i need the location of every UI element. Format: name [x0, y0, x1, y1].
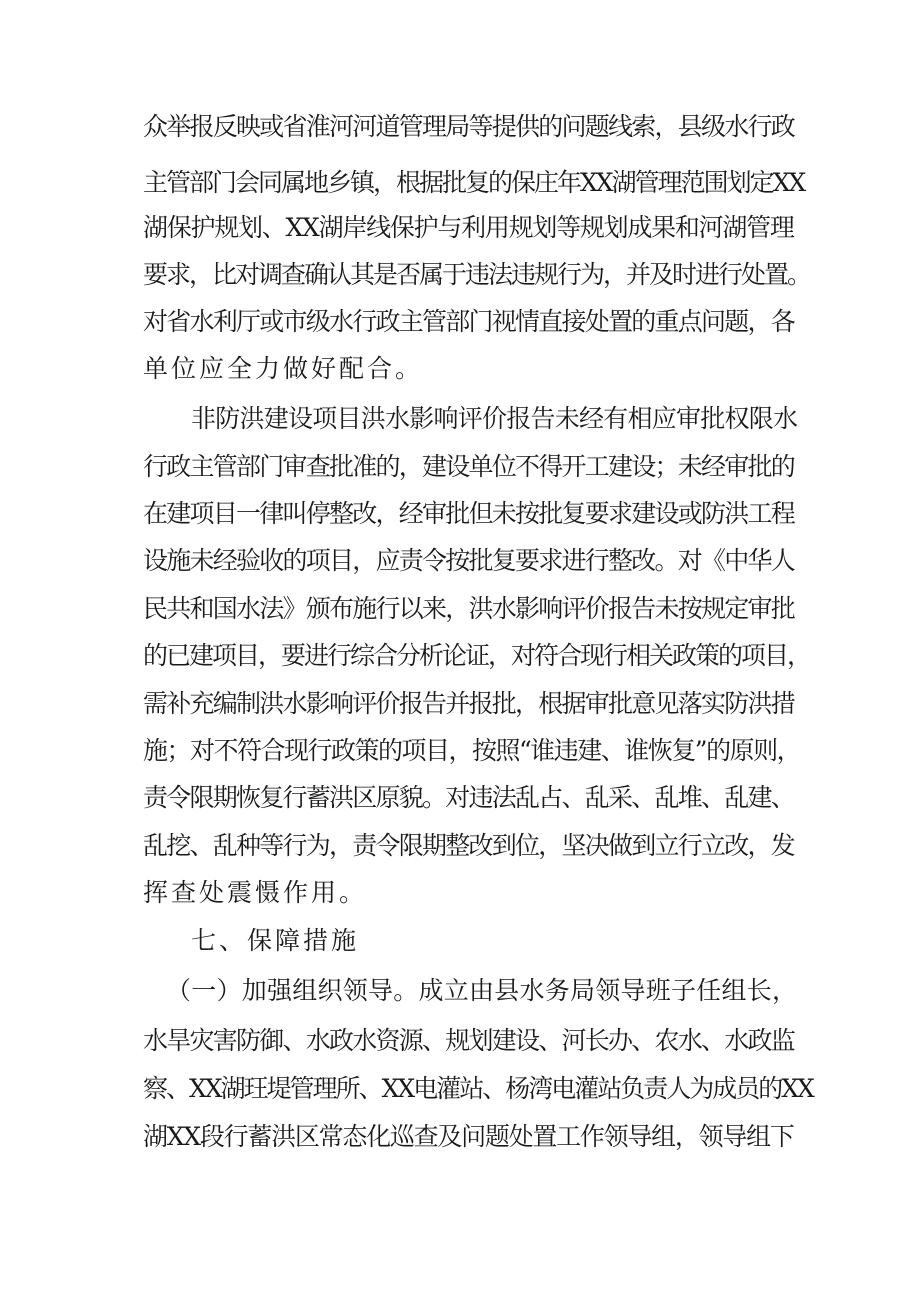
text-line: 行政主管部门审查批准的，建设单位不得开工建设；未经审批的 — [143, 452, 795, 481]
text-line: 众举报反映或省淮河河道管理局等提供的问题线索，县级水行政 — [143, 112, 795, 141]
text-line: 察、XX湖玨堤管理所、XX电灌站、杨湾电灌站负责人为成员的XX — [143, 1074, 813, 1103]
text-line: 乱挖、乱种等行为，责令限期整改到位，坚决做到立行立改，发 — [143, 831, 795, 860]
text-line: 湖XX段行蓄洪区常态化巡查及问题处置工作领导组，领导组下 — [143, 1122, 794, 1151]
text-line: 在建项目一律叫停整改，经审批但未按批复要求建设或防洪工程 — [143, 499, 795, 528]
text-line: 湖保护规划、XX湖岸线保护与利用规划等规划成果和河湖管理 — [143, 213, 794, 242]
text-line: 单位应全力做好配合。 — [143, 354, 424, 383]
paragraph-start-line: 非防洪建设项目洪水影响评价报告未经有相应审批权限水 — [191, 404, 798, 433]
section-heading: 七、保障措施 — [191, 926, 360, 955]
text-line: 设施未经验收的项目，应责令按批复要求进行整改。对《中华人 — [143, 546, 795, 575]
text-line: 责令限期恢复行蓄洪区原貌。对违法乱占、乱采、乱堆、乱建、 — [143, 783, 795, 812]
paragraph-start-line: （一）加强组织领导。成立由县水务局领导班子任组长， — [166, 976, 798, 1005]
text-line: 对省水利厅或市级水行政主管部门视情直接处置的重点问题，各 — [143, 307, 795, 336]
text-line: 的已建项目，要进行综合分析论证，对符合现行相关政策的项目， — [143, 641, 811, 670]
text-line: 水旱灾害防御、水政水资源、规划建设、河长办、农水、水政监 — [143, 1026, 795, 1055]
text-line: 民共和国水法》颁布施行以来，洪水影响评价报告未按规定审批 — [143, 594, 795, 623]
text-line: 要求，比对调查确认其是否属于违法违规行为，并及时进行处置。 — [143, 260, 811, 289]
text-line: 挥查处震慑作用。 — [143, 878, 368, 907]
text-line: 主管部门会同属地乡镇，根据批复的保庄年XX湖管理范围划定XX — [143, 168, 805, 197]
text-line: 施；对不符合现行政策的项目，按照“谁违建、谁恢复”的原则， — [143, 736, 801, 765]
text-line: 需补充编制洪水影响评价报告并报批，根据审批意见落实防洪措 — [143, 689, 795, 718]
